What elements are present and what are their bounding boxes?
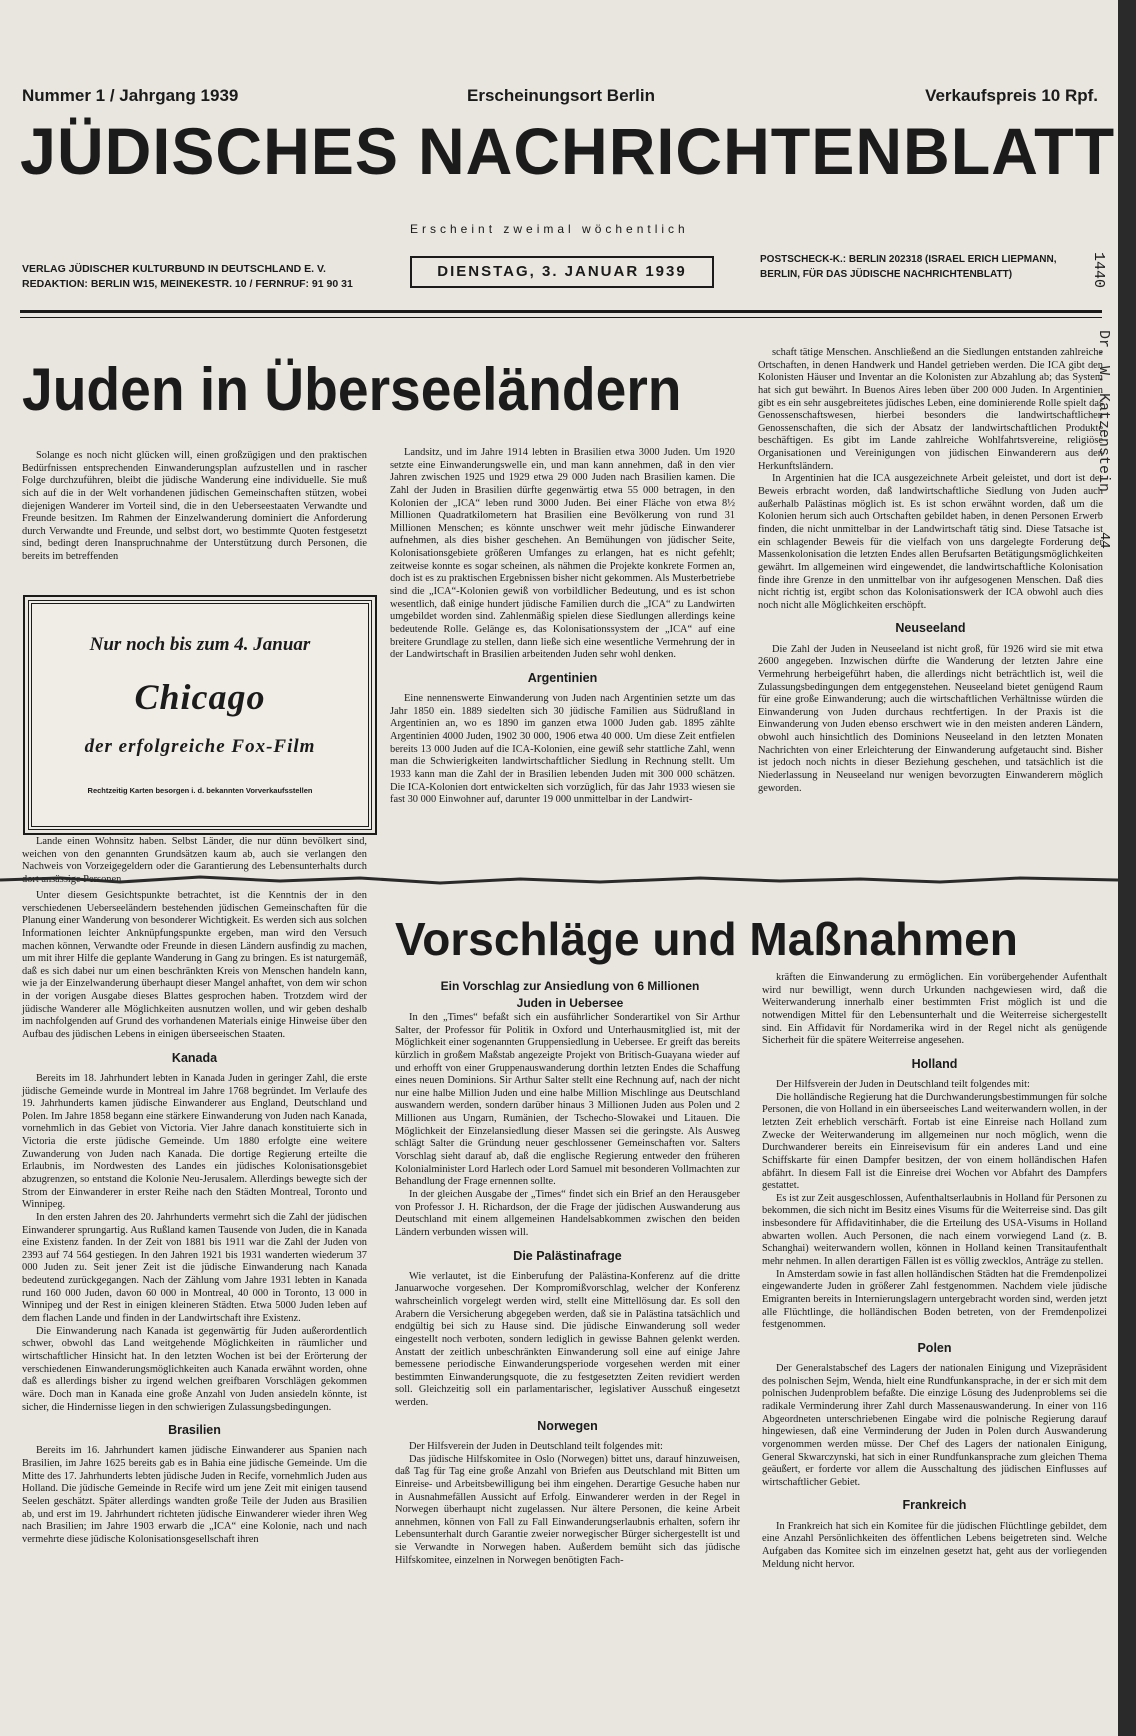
publication-place: Erscheinungsort Berlin — [467, 86, 655, 105]
ad-date-line: Nur noch bis zum 4. Januar — [89, 634, 311, 655]
postcheck-info — [760, 252, 1100, 282]
newspaper-title: JÜDISCHES NACHRICHTENBLATT — [20, 114, 1116, 188]
article-deck — [400, 978, 740, 1013]
price: Verkaufspreis 10 Rpf. — [925, 86, 1098, 105]
paragraph: In Frankreich hat sich ein Komitee für die jüdischen Flüchtlinge gebildet, dem eine Anzahl Persönlichkeiten des öffentlichen Lebens beigetreten sind. Welche Aufgaben das Komitee sich im einzelnen gesetzt hat, geht aus der vorliegenden Meldung nicht hervor. — [762, 1520, 1107, 1570]
paragraph: Der Hilfsverein der Juden in Deutschland teilt folgendes mit: — [409, 1440, 663, 1452]
section-heading-brasilien: Brasilien — [168, 1423, 221, 1438]
paragraph: Solange es noch nicht glücken will, einen großzügigen und den praktischen Bedürfnissen entsprechenden Einwanderungsplan aufzustellen und in rascher Folge durchzuführen, bleibt die jüdische Wanderung eine individuelle. Sie muß sich auf die in der Welt vorhandenen jüdischen Gemeinschaften stützen, wobei diejenigen Wanderer im Vorteil sind, die in den Ueberseestaaten Verwandte und Freunde besitzen. Im Rahmen der Einzelwanderung dominiert die Anforderung durch Verwandte und Freunde, und selbst dort, wo bestimmte Quoten festgesetzt sind, bedingt deren Inanspruchnahme der Unterstützung durch Personen, die bereits im betreffenden — [22, 450, 367, 563]
ad-fine-print: Rechtzeitig Karten besorgen i. d. bekannten Vorverkaufsstellen — [87, 786, 313, 795]
paragraph: In Argentinien hat die ICA ausgezeichnete Arbeit geleistet, und dort ist der Beweis erbracht worden, daß landwirtschaftliche Siedlung von Juden auch außerhalb Palästinas möglich ist. Es ist schon erwähnt worden, daß um die Kolonien herum sich auch Ortschaften gebildet haben, in denen Personen Erwerb finden, die nicht unmittelbar in der Landwirtschaft tätig sind. Diese Tatsache ist ein schlagender Beweis für die vielfach von uns dargelegte Forderung der Massenkolonisation die letzten Endes allen Berufsarten Betätigungsmöglichkeiten gewährt. Im allgemeinen wird eingewendet, die landwirtschaftliche Kolonisation finde ihre Grenze in den unmittelbar von ihr aufgesogenen Menschen. Daß dies nicht richtig ist, ergibt schon das Kolonisationswerk der ICA obwohl auch dies noch nicht alle Möglichkeiten erschöpft. — [758, 473, 1103, 611]
paragraph: Die holländische Regierung hat die Durchwanderungsbestimmungen für solche Personen, die von Holland in ein überseeisches Land weiterwandern wollen, in der letzten Zeit erheblich verschärft. Fortab ist eine Einreise nach Holland zum Zwecke der Weiterwanderung im allgemeinen nur noch möglich, wenn die Durchwanderer bereits ein Einreisevisum für ein anderes Land und eine Schiffskarte für einen Dampfer besitzen, der von einem holländischen Hafen abfährt. In diesem Fall ist die Einreise drei Wochen vor Abfahrt des Dampfers gestattet. — [762, 1091, 1107, 1192]
page-number: 44 — [1096, 532, 1112, 549]
article-headline: Vorschläge und Maßnahmen — [395, 913, 1018, 965]
deck-line: Juden in Uebersee — [516, 996, 624, 1011]
article-column — [762, 972, 1107, 1715]
paragraph: Landsitz, und im Jahre 1914 lebten in Brasilien etwa 3000 Juden. Um 1920 setzte eine Einwanderungswelle ein, und man kann annehmen, daß in den vier Jahren zwischen 1925 und 1929 etwa 29 000 Juden nach Brasilien kamen. Die Zahl der Juden in Brasilien dürfte gegenwärtig etwa 55 000 betragen, in den Kolonien der „ICA“ leben rund 3000 Juden. Bei einer Fläche von etwa 8½ Millionen Quadratkilometern hat Brasilien eine Bevölkerung von rund 31 Millionen Menschen; es könnte unschwer weit mehr jüdische Einwanderer aufnehmen, als dies bisher geschehen. An Bemühungen von jüdischer Seite, Kolonisationsgebiete größeren Umfanges zu erlangen, hat es nicht gefehlt; zeitweise konnte es sogar scheinen, als nähmen die Projekte konkrete Formen an, doch ist es zu praktischen Ergebnissen bisher nicht gekommen. Als Musterbetriebe sind die „ICA“-Kolonien gewiß von vorbildlicher Bedeutung, und es ist schon wesentlich, daß einige hundert jüdische Familien durch die „ICA“ zu Landwirten umgebildet worden sind. Zahlenmäßig spielen diese Siedlungen allerdings keine bedeutende Rolle. Gelänge es, das Kolonisationssystem der „ICA“ auf eine breitere Grundlage zu stellen, dann ließe sich eine wesentliche Vermehrung der in der Landwirtschaft in Brasilien arbeitenden Juden sehr wohl denken. — [390, 447, 735, 661]
paragraph: Wie verlautet, ist die Einberufung der Palästina-Konferenz auf die dritte Januarwoche vorgesehen. Der Kompromißvorschlag, welcher der Konferenz wahrscheinlich vorgelegt werden wird, stellt eine Mittellösung dar. Es soll den Arabern die Versicherung abgegeben werden, daß sie in Palästina tatsächlich und endgültig bei sich zu Hause sind. Die jüdische Einwanderung soll weder eingestellt noch verboten, sondern lediglich in gewisse Bahnen gelenkt werden. Anstatt der zeitlich unbeschränkten Einwanderung soll eine auf einige Jahre bemessene periodische Einwanderungsperiode vorgesehen werden mit einer bestimmten Einwanderungsquote, die zu festgesetzten Zeiten revidiert werden soll. Gleichzeitig soll ein parlamentarischer, legislativer Ausschuß eingesetzt werden. — [395, 1270, 740, 1409]
section-heading-palaestina: Die Palästinafrage — [513, 1248, 622, 1263]
film-advertisement — [28, 600, 372, 830]
section-heading-neuseeland: Neuseeland — [895, 621, 966, 636]
masthead-rule — [20, 310, 1102, 313]
section-heading-holland: Holland — [911, 1056, 958, 1071]
paragraph: In der gleichen Ausgabe der „Times“ findet sich ein Brief an den Herausgeber von Professor J. H. Richardson, der die Frage der jüdischen Auswanderung aus Deutschland mit einem allgemeinen Handelsabkommen zwischen den beiden Ländern verbunden wissen will. — [395, 1188, 740, 1238]
paragraph: Der Hilfsverein der Juden in Deutschland teilt folgendes mit: — [776, 1079, 1030, 1091]
section-heading-frankreich: Frankreich — [902, 1498, 967, 1513]
paragraph: Der Generalstabschef des Lagers der nationalen Einigung und Vizepräsident des polnischen Sejm, Wenda, hielt eine Rundfunkansprache, in der er sich mit dem polnischen Judenproblem befaßte. Die einzige Lösung des Judenproblems sei die radikale Verminderung ihrer Zahl durch Massenauswanderung. In einer von 116 Abgeordneten unterschriebenen Eingabe wird die polnische Regierung darauf hingewiesen, daß eine Verminderung der Juden in Polen durch Auswanderung vorgenommen werden müsse. Der Chef des Lagers der nationalen Einigung, General Skwarczynski, hat sich in einer Rundfunkansprache zum gleichen Thema geäußert, er forderte vor allem die Ausschaltung des jüdischen Einflusses auf wirtschaftlicher Gebiet. — [762, 1363, 1107, 1488]
paragraph: Die Zahl der Juden in Neuseeland ist nicht groß, für 1926 wird sie mit etwa 2600 angegeben. Inzwischen dürfte die Wanderung der letzten Jahre eine Vermehrung herbeigeführt haben, die allerdings nicht beträchtlich ist, weil die Zulassungsbedingungen dem entgegenstehen. Neuseeland bietet genügend Raum für eine große Einwanderung; auch die wirtschaftlichen Verhältnisse würden die Einwanderung von Juden durchaus rechtfertigen. In der Praxis ist die Einwanderung von Juden ebenso erschwert wie in den meisten anderen Ländern, obwohl auch hinsichtlich des Dominions Neuseeland in den letzten Monaten Nachrichten von einer Erleichterung der Einwanderung aufgetaucht sind. Bisher ist jedoch noch nichts in dieser Beziehung geschehen, und tatsächlich ist die Niederlassung in Neuseeland nur wenigen bevorzugten Einwanderern möglich geworden. — [758, 643, 1103, 794]
postcheck-line: BERLIN, FÜR DAS JÜDISCHE NACHRICHTENBLATT) — [760, 269, 1013, 280]
archive-stamp-text: Dr. W. Katzenstein — [1095, 330, 1112, 493]
paragraph: Bereits im 18. Jahrhundert lebten in Kanada Juden in geringer Zahl, die erste jüdische Gemeinde wurde in Montreal im Jahre 1768 begründet. Im Verlaufe des 19. Jahrhunderts kamen jüdische Einwanderer aus England, Deutschland und Polen. Im Jahre 1858 begann eine stärkere Einwanderung von Juden nach Kanada, vornehmlich in das Gebiet von Victoria. Vier Jahre danach konstituierte sich in Victoria die erste jüdische Gemeinde. Um 1880 erfolgte eine weitere Zuwanderung von Juden nach Kanada. Die dortige Regierung erteilte die Erlaubnis, im Nordwesten des Landes ein jüdisches Kolonisationsgebiet abzugrenzen, so entstand die Kolonie Neu-Jerusalem. Allerdings bewegte sich der Strom der Einwanderer in erster Reihe nach den Städten Montreal, Toronto und Winnipeg. — [22, 1072, 367, 1211]
postcheck-line: POSTSCHECK-K.: BERLIN 202318 (ISRAEL ERICH LIEPMANN, — [760, 254, 1057, 265]
article-column — [22, 890, 367, 1715]
paragraph: Lande einen Wohnsitz haben. Selbst Länder, die nur dünn bevölkert sind, weichen von den genannten Grundsätzen kaum ab, auch sie verlangen den Nachweis von Vorzeigegeldern oder die Garantierung des Lebensunterhalts durch dort ansässige Personen. — [22, 836, 367, 885]
paragraph: Bereits im 16. Jahrhundert kamen jüdische Einwanderer aus Spanien nach Brasilien, im Jahre 1625 bereits gab es in Bahia eine jüdische Gemeinde. Um die Mitte des 17. Jahrhunderts lebten jüdische Juden in Recife, vornehmlich Juden aus Holland. Die jüdische Gemeinde in Recife wird um jene Zeit mit einigen tausend Seelen geschätzt. Später allerdings wandten große Teile der Juden aus Brasilien ab, und erst im 19. Jahrhundert richteten jüdische Einwanderer wieder ihren Weg nach Brasilien; im Jahre 1903 erwarb die „ICA“ eine Kolonie, nach und nach vermehrte diese jüdische Kolonisationsgesellschaft ihren — [22, 1445, 367, 1545]
publication-frequency: Erscheint zweimal wöchentlich — [410, 222, 689, 236]
paragraph: Es ist zur Zeit ausgeschlossen, Aufenthaltserlaubnis in Holland für Personen zu bekommen, die sich nicht im Besitz eines Visums für die Weiterreise sind. Das gilt insbesondere für Affidavitinhaber, die die Erteilung des USA-Visums in Holland abwarten wollen. Auch Personen, die nach einem vorwiegend Land (z. B. Schanghai) weiterwandern wollen, können in Holland keinen Transitaufenthalt mehr nehmen. In allen derartigen Fällen ist es völlig zwecklos, Anträge zu stellen. — [762, 1192, 1107, 1267]
paragraph: Eine nennenswerte Einwanderung von Juden nach Argentinien setzte um das Jahr 1850 ein. 1889 siedelten sich 30 jüdische Familien aus Südrußland in Argentinien an, wo es 1890 im ganzen etwa 1000 Juden gab. 1895 zählte Argentinien 4000 Juden, 1902 30 000, 1906 etwa 40 000. Um diese Zeit entfielen bereits 13 000 Juden auf die ICA-Kolonien, eine gewiß sehr stattliche Zahl, wenn man die Schwierigkeiten landwirtschaftlicher Siedlung in Rechnung stellt. Um 1933 kann man die Zahl der in Brasilien lebenden Juden mit 300 000 schätzen. Die ICA-Kolonien dort entwickelten sich vorzüglich, für das Jahr 1933 wiesen sie fast 30 000 Einwohner auf, darunter 19 000 unmittelbar in der Landwirt- — [390, 693, 735, 806]
article-column — [390, 447, 735, 872]
publisher-line: VERLAG JÜDISCHER KULTURBUND IN DEUTSCHLAND E. V. — [22, 263, 326, 275]
ad-subtitle: der erfolgreiche Fox-Film — [84, 736, 316, 757]
paragraph: In Amsterdam sowie in fast allen holländischen Städten hat die Fremdenpolizei eingewanderte Juden in größerer Zahl festgenommen. Nachdem viele jüdische Emigranten bereits in Internierungslagern untergebracht worden sind, werden jetzt alle Flüchtlinge, die holländischen Boden betreten, von der Fremdenpolizei festgenommen. — [762, 1268, 1107, 1331]
section-heading-polen: Polen — [917, 1340, 952, 1355]
section-heading-norwegen: Norwegen — [537, 1418, 598, 1433]
paragraph: In den „Times“ befaßt sich ein ausführlicher Sonderartikel von Sir Arthur Salter, der Professor für Politik in Oxford und Unterhausmitglied ist, mit der Möglichkeit einer sogenannten Gruppensiedlung in Uebersee. Er greift das bereits kürzlich in großem Maßstab angezeigte Projekt von Britisch-Guayana wieder auf und erhofft von einer Gruppenauswanderung dorthin letzten Endes die Schaffung eines neuen Dominions. Sir Arthur Salter stellt eine Rechnung auf, nach der nicht nur eine halbe Million Juden und eine halbe Million Mischlinge aus Deutschland auswandern werden, sondern darüber hinaus 3 Millionen Juden aus Polen und 2 Millionen aus Ungarn, Rumänien, der Tschecho-Slowakei und Litauen. Die Möglichkeit der Einzelansiedlung dieser Massen sei die geringste. Als Ausweg schlägt Salter die Gründung neuer geschlossener Gemeinschaften vor. Salters Vorschlag sieht darauf ab, daß die englische Regierung entweder den früheren Kolonialminister Lord Harlech oder Lord Samuel mit besonderen Vollmachten zur Behandlung der Frage ernennen sollte. — [395, 1012, 740, 1188]
article-column — [395, 1012, 740, 1715]
masthead-info-line — [22, 86, 1098, 110]
archive-sheet-number: 1440 — [1090, 252, 1107, 289]
paragraph: In den ersten Jahren des 20. Jahrhunderts vermehrt sich die Zahl der jüdischen Einwanderer sprungartig. Aus Rußland kamen Tausende von Juden, die in Kanada eine Existenz fanden. In der Zeit von 1881 bis 1911 war die Zahl der Juden von 2393 auf 74 564 gestiegen. In den Jahren 1921 bis 1931 wanderten wiederum 37 000 Juden zu. Seit jener Zeit ist die jüdische Einwanderung nach Kanada bedeutend zurückgegangen. Nach der Zählung vom Jahre 1931 lebten in Kanada rund 160 000 Juden, davon 60 000 in Montreal, 40 000 in Toronto, 13 000 in Winnipeg und der Rest in einigen kleineren Städten. Etwa 5000 Juden leben auf dem flachen Lande und finden in der Landwirtschaft ihre Existenz. — [22, 1211, 367, 1325]
ad-film-title: Chicago — [134, 677, 266, 717]
paragraph: Die Einwanderung nach Kanada ist gegenwärtig für Juden außerordentlich schwer, obwohl das Land weitgehende Möglichkeiten in räumlicher und wirtschaftlicher Hinsicht hat. In den letzten Wochen ist bei der Erörterung der verschiedenen Einwanderungsmöglichkeiten auch Kanada erwähnt worden, ohne daß es allerdings bisher zu irgend welchen greifbaren Vorschlägen gekommen wäre. Doch man in Kanada eine große Anzahl von Juden ansiedeln könnte, ist sicher, die Hindernisse liegen in den schwierigen Zulassungsbedingungen. — [22, 1325, 367, 1413]
article-column — [22, 836, 367, 885]
publisher-info — [22, 262, 353, 292]
editorial-address: REDAKTION: BERLIN W15, MEINEKESTR. 10 / FERNRUF: 91 90 31 — [22, 278, 353, 291]
masthead-rule-thin — [20, 317, 1102, 318]
paper-tear — [0, 872, 1118, 888]
article-column — [22, 450, 367, 590]
paragraph: kräften die Einwanderung zu ermöglichen. Ein vorübergehender Aufenthalt wird nur bewilligt, wenn durch Urkunden nachgewiesen wird, daß die Weiterwanderung innerhalb einer bestimmten Frist möglich ist und die notwendigen Mittel für den Lebensunterhalt und die Weiterreise sichergestellt sind. Ein Affidavit für Nordamerika wird in der Regel nicht als genügende Sicherheit für die spätere Weiterreise angesehen. — [762, 972, 1107, 1047]
issue-date: DIENSTAG, 3. JANUAR 1939 — [410, 256, 714, 288]
paragraph: Unter diesem Gesichtspunkte betrachtet, ist die Kenntnis der in den verschiedenen Ueberseeländern bestehenden jüdischen Gemeinschaften für die Planung einer Wanderung von besonderer Wichtigkeit. Es werden sich aus solchen Informationen leichter Anknüpfungspunkte ergeben, man wird den Versuch machen können, Verwandte oder Freunde in diesen Ländern ausfindig zu machen, um mit ihrer Hilfe die geplante Wanderung in Gang zu bringen. Es ist naturgemäß, daß es sich dabei nur um einen beschränkten Kreis von Menschen handeln kann, wie ja der Einzelwanderung überhaupt dieser Mangel anhaftet, von dem wir schon in der vorigen Ausgabe dieses Blattes gesprochen haben. Trotzdem wird der jüdische Wanderer alle Möglichkeiten ausnutzen wollen, und wir geben deshalb im nachfolgenden auf Grund des vorhandenen Materials einige Hinweise über den Aufbau des jüdischen Lebens in einigen überseeischen Staaten. — [22, 890, 367, 1041]
section-heading-argentinien: Argentinien — [527, 670, 598, 685]
scan-margin — [1118, 0, 1136, 1736]
section-heading-kanada: Kanada — [171, 1050, 218, 1065]
article-column — [758, 347, 1103, 872]
article-headline: Juden in Überseeländern — [22, 356, 682, 423]
issue-number: Nummer 1 / Jahrgang 1939 — [22, 86, 239, 105]
deck-line: Ein Vorschlag zur Ansiedlung von 6 Millionen — [440, 979, 700, 993]
paragraph: schaft tätige Menschen. Anschließend an die Siedlungen entstanden zahlreiche Ortschaften, in denen Handwerk und Handel getrieben werden. Die ICA gibt den Kolonisten Häuser und Inventar an die Kolonisten zur Abzahlung ab; das System hat sich gut bewährt. In Buenos Aires leben über 200 000 Juden. In Argentinien gibt es ein sehr ausgebreitetes jüdisches Leben, eine dominierende Rolle spielt das Genossenschaftswesen, hierbei besonders die landwirtschaftlichen Genossenschaften, die sich der Absatz der landwirtschaftlichen Produkte beschäftigen. Es gibt im Lande zahlreiche Wohlfahrtsvereine, religiöse Organisationen und Vereinigungen von jüdischen Einwanderern aus den Herkunftsländern. — [758, 347, 1103, 472]
paragraph: Das jüdische Hilfskomitee in Oslo (Norwegen) bittet uns, darauf hinzuweisen, daß Tag für Tag eine große Anzahl von Briefen aus Deutschland mit Bitten um Einreise- und Arbeitsbewilligung bei ihm eingehen. Derartige Gesuche haben nur in Ausnahmefällen Aussicht auf Erfolg. Einwanderer werden in der Regel in Norwegen überhaupt nicht zugelassen. Nur ältere Personen, die keine Arbeit annehmen, können von Fall zu Fall Einwanderungserlaubnis erhalten, sofern ihr Lebensunterhalt durch Garantie zweier norwegischer Bürger sichergestellt ist und sie Verwandte in Norwegen haben. Außerdem bemüht sich das jüdische Hilfskomitee, einzelnen in Norwegen benötigten Fach- — [395, 1453, 740, 1566]
